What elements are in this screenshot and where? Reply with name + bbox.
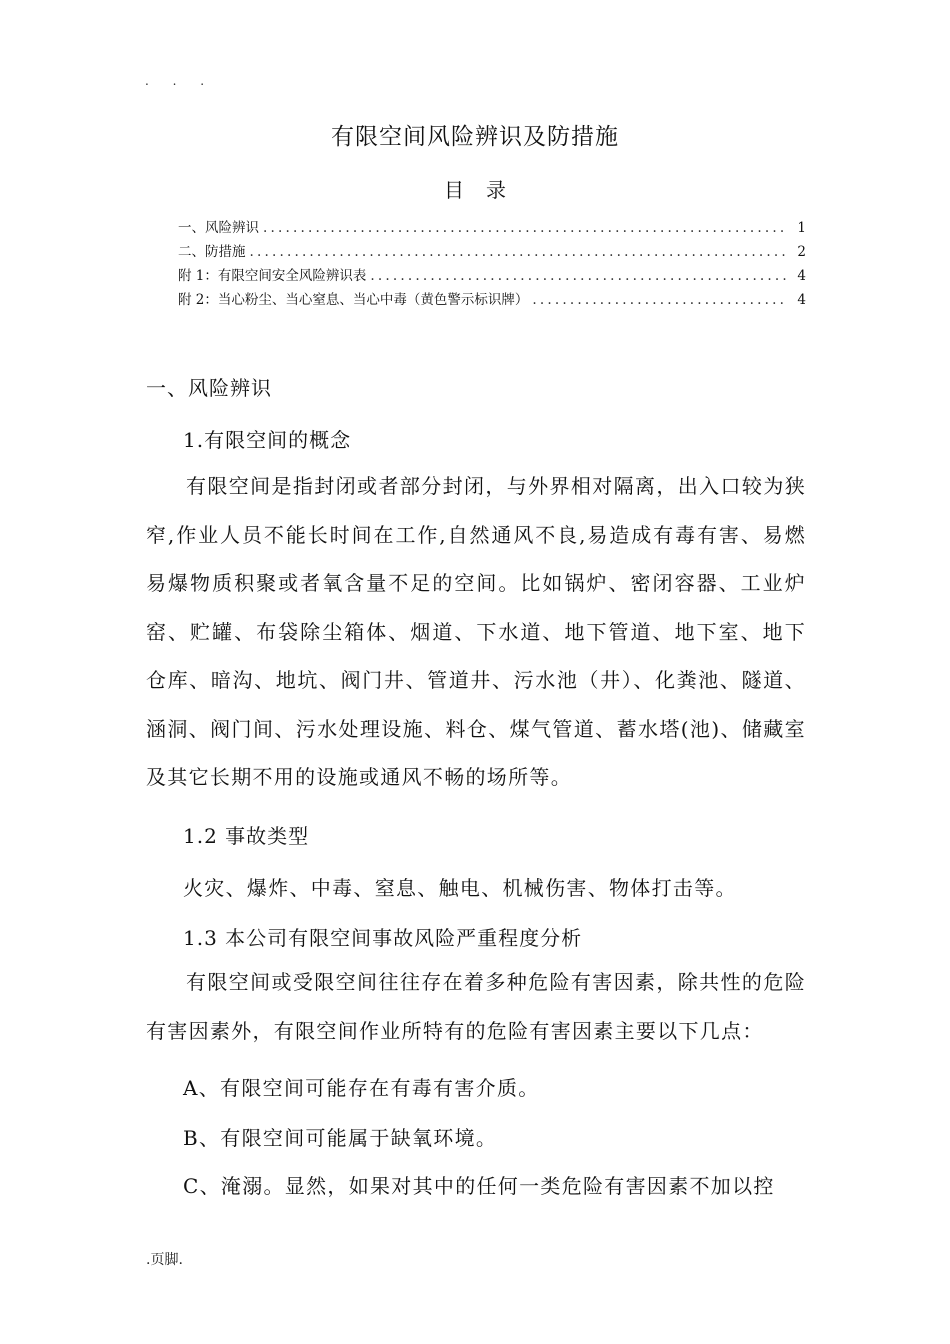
table-of-contents bbox=[178, 216, 806, 312]
subsection-heading: 1.3 本公司有限空间事故风险严重程度分析 bbox=[183, 926, 583, 950]
paragraph: 有限空间是指封闭或者部分封闭，与外界相对隔离，出入口较为狭窄,作业人员不能长时间在工作,自然通风不良,易造成有毒有害、易燃易爆物质积聚或者氧含量不足的空间。比如锅炉、密闭容器、工业炉窑、贮罐、布袋除尘箱体、烟道、下水道、地下管道、地下室、地下仓库、暗沟、地坑、阀门井、管道井、污水池（井）、化粪池、隧道、涵洞、阀门间、污水处理设施、料仓、煤气管道、蓄水塔(池)、储藏室及其它长期不用的设施或通风不畅的场所等。 bbox=[146, 474, 806, 789]
list-item: B、有限空间可能属于缺氧环境。 bbox=[183, 1126, 498, 1150]
toc-entry[interactable] bbox=[178, 240, 806, 264]
section-heading: 一、风险辨识 bbox=[146, 376, 272, 400]
subsection-heading: 1.有限空间的概念 bbox=[183, 428, 352, 452]
list-item: A、有限空间可能存在有毒有害介质。 bbox=[183, 1076, 540, 1100]
toc-leader-dots bbox=[250, 244, 789, 260]
toc-entry[interactable] bbox=[178, 288, 806, 312]
toc-entry-label: 一、风险辨识 bbox=[178, 220, 259, 236]
toc-leader-dots bbox=[532, 292, 788, 308]
toc-entry-label: 二、防措施 bbox=[178, 244, 246, 260]
toc-entry[interactable] bbox=[178, 216, 806, 240]
page-footer: .页脚. bbox=[146, 1252, 183, 1268]
paragraph: 有限空间或受限空间往往存在着多种危险有害因素，除共性的危险有害因素外，有限空间作业所特有的危险有害因素主要以下几点： bbox=[146, 970, 806, 1043]
document-title: 有限空间风险辨识及防措施 bbox=[331, 124, 619, 150]
list-item: C、淹溺。显然，如果对其中的任何一类危险有害因素不加以控 bbox=[183, 1174, 775, 1198]
paragraph: 火灾、爆炸、中毒、窒息、触电、机械伤害、物体打击等。 bbox=[183, 876, 737, 900]
toc-entry[interactable] bbox=[178, 264, 806, 288]
toc-leader-dots bbox=[263, 220, 788, 236]
toc-leader-dots bbox=[370, 268, 788, 284]
header-mark: . . . bbox=[145, 74, 215, 88]
toc-entry-label: 附 1：有限空间安全风险辨识表 bbox=[178, 268, 367, 284]
toc-entry-label: 附 2：当心粉尘、当心窒息、当心中毒（黄色警示标识牌） bbox=[178, 292, 529, 308]
toc-entry-page: 4 bbox=[797, 268, 806, 284]
toc-entry-page: 1 bbox=[797, 220, 806, 236]
toc-entry-page: 4 bbox=[797, 292, 806, 308]
toc-entry-page: 2 bbox=[797, 244, 806, 260]
toc-title: 目录 bbox=[444, 178, 528, 202]
subsection-heading: 1.2 事故类型 bbox=[183, 824, 310, 848]
